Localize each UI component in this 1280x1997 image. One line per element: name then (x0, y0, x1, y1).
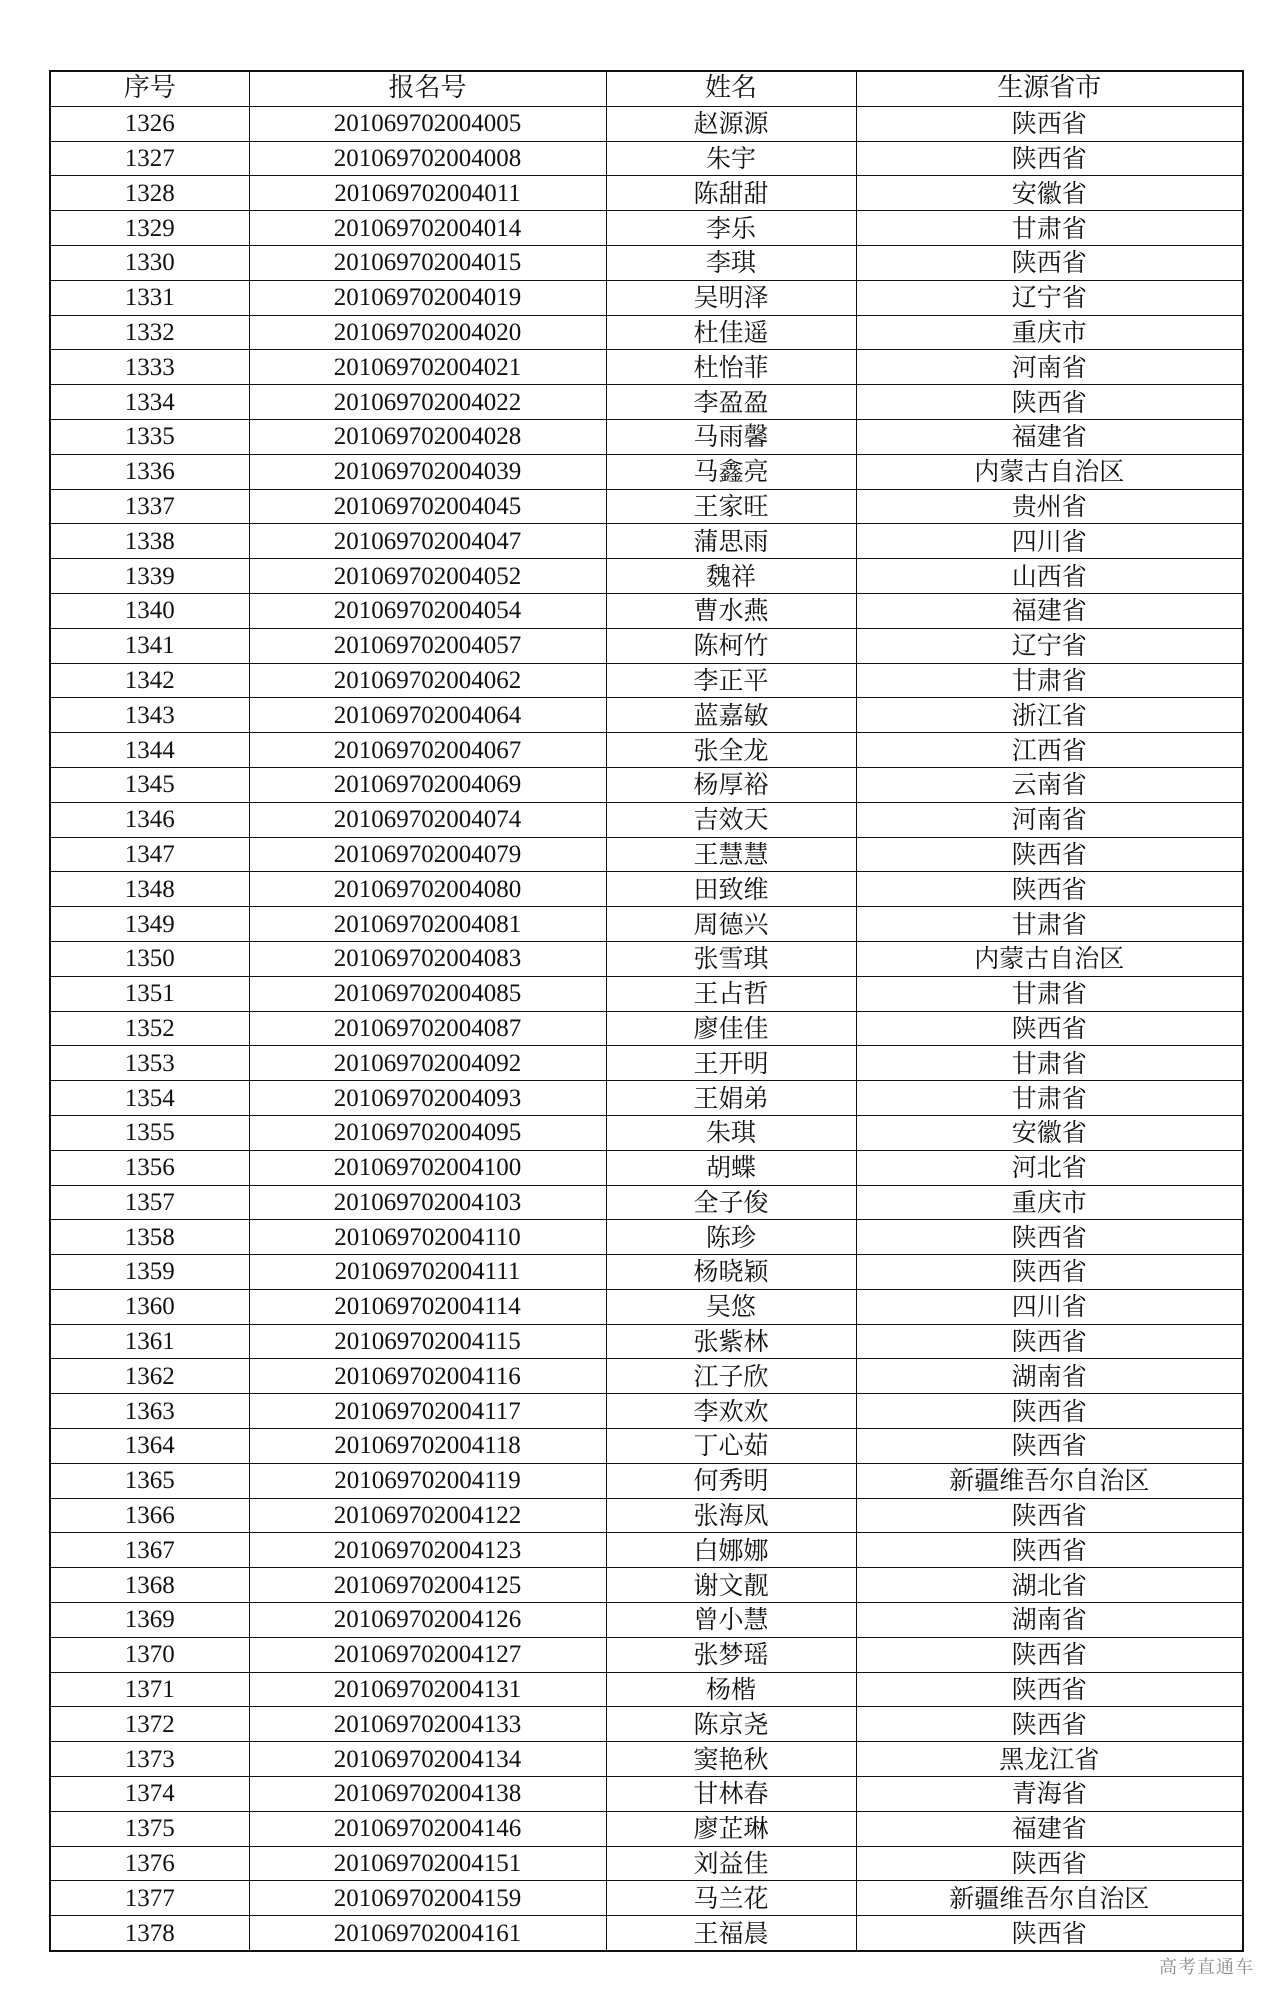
cell-name: 谢文靓 (606, 1568, 856, 1603)
cell-serial-number: 1330 (50, 245, 249, 280)
cell-registration-number: 201069702004015 (249, 245, 606, 280)
cell-registration-number: 201069702004131 (249, 1672, 606, 1707)
cell-home-province: 陕西省 (856, 1637, 1243, 1672)
cell-serial-number: 1344 (50, 733, 249, 768)
table-row (50, 1498, 1243, 1533)
cell-registration-number: 201069702004081 (249, 907, 606, 942)
cell-serial-number: 1328 (50, 176, 249, 211)
cell-serial-number: 1373 (50, 1742, 249, 1777)
cell-registration-number: 201069702004151 (249, 1846, 606, 1881)
table-row (50, 1011, 1243, 1046)
table-row (50, 524, 1243, 559)
cell-name: 李正平 (606, 663, 856, 698)
table-row (50, 489, 1243, 524)
table-row (50, 1603, 1243, 1638)
cell-registration-number: 201069702004095 (249, 1115, 606, 1150)
cell-registration-number: 201069702004014 (249, 211, 606, 246)
cell-serial-number: 1339 (50, 559, 249, 594)
cell-serial-number: 1335 (50, 419, 249, 454)
cell-serial-number: 1350 (50, 941, 249, 976)
table-row (50, 315, 1243, 350)
cell-registration-number: 201069702004083 (249, 941, 606, 976)
cell-registration-number: 201069702004114 (249, 1289, 606, 1324)
table-row (50, 559, 1243, 594)
cell-name: 田致维 (606, 872, 856, 907)
cell-serial-number: 1334 (50, 385, 249, 420)
cell-registration-number: 201069702004138 (249, 1777, 606, 1812)
cell-registration-number: 201069702004021 (249, 350, 606, 385)
cell-serial-number: 1333 (50, 350, 249, 385)
cell-home-province: 陕西省 (856, 1533, 1243, 1568)
cell-home-province: 河北省 (856, 1150, 1243, 1185)
table-row (50, 245, 1243, 280)
table-row (50, 733, 1243, 768)
table-row (50, 1811, 1243, 1846)
cell-name: 王占哲 (606, 976, 856, 1011)
cell-name: 曹水燕 (606, 593, 856, 628)
cell-name: 张紫林 (606, 1324, 856, 1359)
cell-home-province: 陕西省 (856, 1324, 1243, 1359)
table-row (50, 628, 1243, 663)
cell-home-province: 河南省 (856, 802, 1243, 837)
cell-name: 张全龙 (606, 733, 856, 768)
table-row (50, 1672, 1243, 1707)
cell-home-province: 陕西省 (856, 1394, 1243, 1429)
cell-name: 赵源源 (606, 106, 856, 141)
table-row (50, 941, 1243, 976)
cell-registration-number: 201069702004111 (249, 1255, 606, 1290)
cell-registration-number: 201069702004087 (249, 1011, 606, 1046)
cell-serial-number: 1343 (50, 698, 249, 733)
cell-home-province: 重庆市 (856, 315, 1243, 350)
table-row (50, 802, 1243, 837)
cell-serial-number: 1331 (50, 280, 249, 315)
cell-name: 杜怡菲 (606, 350, 856, 385)
cell-registration-number: 201069702004103 (249, 1185, 606, 1220)
cell-registration-number: 201069702004047 (249, 524, 606, 559)
cell-name: 李乐 (606, 211, 856, 246)
cell-registration-number: 201069702004093 (249, 1081, 606, 1116)
cell-name: 何秀明 (606, 1463, 856, 1498)
cell-serial-number: 1375 (50, 1811, 249, 1846)
cell-home-province: 湖北省 (856, 1568, 1243, 1603)
cell-serial-number: 1365 (50, 1463, 249, 1498)
cell-name: 张雪琪 (606, 941, 856, 976)
table-row (50, 1289, 1243, 1324)
table-row (50, 1881, 1243, 1916)
cell-serial-number: 1369 (50, 1603, 249, 1638)
cell-home-province: 陕西省 (856, 1846, 1243, 1881)
table-row (50, 1463, 1243, 1498)
cell-name: 蒲思雨 (606, 524, 856, 559)
cell-registration-number: 201069702004110 (249, 1220, 606, 1255)
cell-name: 曾小慧 (606, 1603, 856, 1638)
cell-serial-number: 1361 (50, 1324, 249, 1359)
cell-name: 丁心茹 (606, 1429, 856, 1464)
cell-home-province: 陕西省 (856, 1916, 1243, 1951)
cell-registration-number: 201069702004039 (249, 454, 606, 489)
cell-registration-number: 201069702004159 (249, 1881, 606, 1916)
cell-name: 杨厚裕 (606, 767, 856, 802)
admission-list-table (49, 70, 1244, 1952)
cell-name: 王开明 (606, 1046, 856, 1081)
cell-registration-number: 201069702004092 (249, 1046, 606, 1081)
cell-name: 王慧慧 (606, 837, 856, 872)
cell-registration-number: 201069702004062 (249, 663, 606, 698)
cell-serial-number: 1346 (50, 802, 249, 837)
cell-serial-number: 1362 (50, 1359, 249, 1394)
cell-name: 全子俊 (606, 1185, 856, 1220)
cell-home-province: 安徽省 (856, 1115, 1243, 1150)
cell-serial-number: 1354 (50, 1081, 249, 1116)
cell-registration-number: 201069702004146 (249, 1811, 606, 1846)
table-row (50, 1707, 1243, 1742)
cell-name: 杜佳遥 (606, 315, 856, 350)
cell-registration-number: 201069702004118 (249, 1429, 606, 1464)
cell-home-province: 重庆市 (856, 1185, 1243, 1220)
cell-home-province: 甘肃省 (856, 1081, 1243, 1116)
table-row (50, 176, 1243, 211)
cell-registration-number: 201069702004028 (249, 419, 606, 454)
cell-home-province: 陕西省 (856, 385, 1243, 420)
table-row (50, 663, 1243, 698)
cell-name: 魏祥 (606, 559, 856, 594)
cell-home-province: 甘肃省 (856, 976, 1243, 1011)
cell-serial-number: 1371 (50, 1672, 249, 1707)
cell-name: 朱琪 (606, 1115, 856, 1150)
cell-name: 马兰花 (606, 1881, 856, 1916)
cell-serial-number: 1352 (50, 1011, 249, 1046)
cell-registration-number: 201069702004134 (249, 1742, 606, 1777)
cell-registration-number: 201069702004133 (249, 1707, 606, 1742)
cell-registration-number: 201069702004125 (249, 1568, 606, 1603)
cell-registration-number: 201069702004022 (249, 385, 606, 420)
cell-serial-number: 1356 (50, 1150, 249, 1185)
cell-registration-number: 201069702004085 (249, 976, 606, 1011)
cell-serial-number: 1376 (50, 1846, 249, 1881)
cell-name: 白娜娜 (606, 1533, 856, 1568)
cell-name: 张海凤 (606, 1498, 856, 1533)
table-row (50, 141, 1243, 176)
header-serial-number: 序号 (50, 71, 249, 106)
cell-registration-number: 201069702004011 (249, 176, 606, 211)
cell-serial-number: 1347 (50, 837, 249, 872)
cell-registration-number: 201069702004019 (249, 280, 606, 315)
cell-name: 李欢欢 (606, 1394, 856, 1429)
table-row (50, 1324, 1243, 1359)
table-row (50, 1637, 1243, 1672)
cell-registration-number: 201069702004119 (249, 1463, 606, 1498)
cell-home-province: 新疆维吾尔自治区 (856, 1881, 1243, 1916)
cell-registration-number: 201069702004074 (249, 802, 606, 837)
table-row (50, 1115, 1243, 1150)
cell-serial-number: 1357 (50, 1185, 249, 1220)
cell-serial-number: 1345 (50, 767, 249, 802)
cell-home-province: 陕西省 (856, 1220, 1243, 1255)
cell-serial-number: 1364 (50, 1429, 249, 1464)
cell-name: 陈京尧 (606, 1707, 856, 1742)
cell-home-province: 陕西省 (856, 1707, 1243, 1742)
cell-home-province: 贵州省 (856, 489, 1243, 524)
table-row (50, 1150, 1243, 1185)
cell-serial-number: 1351 (50, 976, 249, 1011)
cell-serial-number: 1360 (50, 1289, 249, 1324)
table-row (50, 698, 1243, 733)
cell-name: 陈柯竹 (606, 628, 856, 663)
cell-serial-number: 1342 (50, 663, 249, 698)
cell-home-province: 陕西省 (856, 245, 1243, 280)
cell-home-province: 四川省 (856, 524, 1243, 559)
cell-home-province: 内蒙古自治区 (856, 941, 1243, 976)
table-row (50, 1255, 1243, 1290)
table-row (50, 1429, 1243, 1464)
cell-serial-number: 1348 (50, 872, 249, 907)
cell-serial-number: 1366 (50, 1498, 249, 1533)
cell-home-province: 甘肃省 (856, 663, 1243, 698)
cell-registration-number: 201069702004123 (249, 1533, 606, 1568)
cell-registration-number: 201069702004052 (249, 559, 606, 594)
cell-serial-number: 1374 (50, 1777, 249, 1812)
cell-serial-number: 1378 (50, 1916, 249, 1951)
cell-name: 李盈盈 (606, 385, 856, 420)
cell-name: 江子欣 (606, 1359, 856, 1394)
cell-serial-number: 1341 (50, 628, 249, 663)
cell-serial-number: 1326 (50, 106, 249, 141)
cell-name: 吉效天 (606, 802, 856, 837)
cell-home-province: 福建省 (856, 419, 1243, 454)
table-row (50, 1220, 1243, 1255)
table-row (50, 1359, 1243, 1394)
cell-serial-number: 1349 (50, 907, 249, 942)
cell-home-province: 陕西省 (856, 1255, 1243, 1290)
table-row (50, 106, 1243, 141)
cell-serial-number: 1367 (50, 1533, 249, 1568)
cell-name: 陈甜甜 (606, 176, 856, 211)
cell-name: 李琪 (606, 245, 856, 280)
cell-home-province: 陕西省 (856, 1429, 1243, 1464)
cell-serial-number: 1372 (50, 1707, 249, 1742)
cell-home-province: 四川省 (856, 1289, 1243, 1324)
cell-registration-number: 201069702004116 (249, 1359, 606, 1394)
cell-name: 杨楷 (606, 1672, 856, 1707)
table-row (50, 1533, 1243, 1568)
cell-serial-number: 1377 (50, 1881, 249, 1916)
cell-name: 刘益佳 (606, 1846, 856, 1881)
cell-name: 周德兴 (606, 907, 856, 942)
cell-serial-number: 1336 (50, 454, 249, 489)
cell-serial-number: 1370 (50, 1637, 249, 1672)
cell-name: 甘林春 (606, 1777, 856, 1812)
cell-serial-number: 1359 (50, 1255, 249, 1290)
cell-home-province: 甘肃省 (856, 211, 1243, 246)
table-row (50, 385, 1243, 420)
cell-name: 王娟弟 (606, 1081, 856, 1116)
table-row (50, 767, 1243, 802)
cell-serial-number: 1353 (50, 1046, 249, 1081)
cell-home-province: 甘肃省 (856, 1046, 1243, 1081)
table-row (50, 280, 1243, 315)
cell-name: 杨晓颖 (606, 1255, 856, 1290)
cell-registration-number: 201069702004067 (249, 733, 606, 768)
cell-home-province: 湖南省 (856, 1359, 1243, 1394)
watermark-text: 高考直通车 (1159, 1957, 1254, 1978)
cell-registration-number: 201069702004005 (249, 106, 606, 141)
cell-name: 马雨馨 (606, 419, 856, 454)
table-row (50, 1046, 1243, 1081)
cell-registration-number: 201069702004115 (249, 1324, 606, 1359)
cell-home-province: 浙江省 (856, 698, 1243, 733)
cell-registration-number: 201069702004020 (249, 315, 606, 350)
cell-serial-number: 1337 (50, 489, 249, 524)
cell-home-province: 辽宁省 (856, 280, 1243, 315)
table-row (50, 837, 1243, 872)
cell-registration-number: 201069702004080 (249, 872, 606, 907)
cell-serial-number: 1332 (50, 315, 249, 350)
cell-home-province: 陕西省 (856, 106, 1243, 141)
cell-serial-number: 1355 (50, 1115, 249, 1150)
table-row (50, 211, 1243, 246)
table-row (50, 1185, 1243, 1220)
table-row (50, 976, 1243, 1011)
cell-name: 廖芷琳 (606, 1811, 856, 1846)
cell-registration-number: 201069702004069 (249, 767, 606, 802)
cell-name: 窦艳秋 (606, 1742, 856, 1777)
cell-home-province: 陕西省 (856, 141, 1243, 176)
cell-serial-number: 1358 (50, 1220, 249, 1255)
table-row (50, 907, 1243, 942)
table-row (50, 1081, 1243, 1116)
cell-home-province: 黑龙江省 (856, 1742, 1243, 1777)
cell-name: 王福晨 (606, 1916, 856, 1951)
cell-registration-number: 201069702004117 (249, 1394, 606, 1429)
cell-registration-number: 201069702004126 (249, 1603, 606, 1638)
cell-name: 吴明泽 (606, 280, 856, 315)
cell-home-province: 辽宁省 (856, 628, 1243, 663)
cell-home-province: 甘肃省 (856, 907, 1243, 942)
cell-home-province: 云南省 (856, 767, 1243, 802)
cell-home-province: 河南省 (856, 350, 1243, 385)
cell-registration-number: 201069702004054 (249, 593, 606, 628)
cell-home-province: 江西省 (856, 733, 1243, 768)
cell-name: 陈珍 (606, 1220, 856, 1255)
table-row (50, 1846, 1243, 1881)
cell-registration-number: 201069702004064 (249, 698, 606, 733)
table-row (50, 419, 1243, 454)
cell-home-province: 青海省 (856, 1777, 1243, 1812)
header-registration-number: 报名号 (249, 71, 606, 106)
table-row (50, 350, 1243, 385)
admission-list-sheet (49, 70, 1242, 1952)
cell-registration-number: 201069702004008 (249, 141, 606, 176)
cell-serial-number: 1338 (50, 524, 249, 559)
cell-home-province: 内蒙古自治区 (856, 454, 1243, 489)
cell-home-province: 福建省 (856, 593, 1243, 628)
table-row (50, 1568, 1243, 1603)
table-body (50, 106, 1243, 1951)
cell-serial-number: 1327 (50, 141, 249, 176)
cell-home-province: 陕西省 (856, 1672, 1243, 1707)
cell-home-province: 陕西省 (856, 1498, 1243, 1533)
cell-registration-number: 201069702004100 (249, 1150, 606, 1185)
cell-name: 王家旺 (606, 489, 856, 524)
cell-name: 胡蝶 (606, 1150, 856, 1185)
table-row (50, 1394, 1243, 1429)
cell-home-province: 陕西省 (856, 1011, 1243, 1046)
header-home-province: 生源省市 (856, 71, 1243, 106)
cell-home-province: 安徽省 (856, 176, 1243, 211)
table-row (50, 454, 1243, 489)
cell-registration-number: 201069702004079 (249, 837, 606, 872)
cell-name: 蓝嘉敏 (606, 698, 856, 733)
cell-home-province: 山西省 (856, 559, 1243, 594)
table-row (50, 593, 1243, 628)
cell-name: 朱宇 (606, 141, 856, 176)
cell-registration-number: 201069702004127 (249, 1637, 606, 1672)
table-row (50, 1742, 1243, 1777)
table-row (50, 872, 1243, 907)
cell-registration-number: 201069702004122 (249, 1498, 606, 1533)
cell-registration-number: 201069702004161 (249, 1916, 606, 1951)
cell-home-province: 陕西省 (856, 837, 1243, 872)
cell-name: 马鑫亮 (606, 454, 856, 489)
cell-home-province: 新疆维吾尔自治区 (856, 1463, 1243, 1498)
cell-serial-number: 1363 (50, 1394, 249, 1429)
cell-serial-number: 1340 (50, 593, 249, 628)
cell-home-province: 陕西省 (856, 872, 1243, 907)
cell-home-province: 福建省 (856, 1811, 1243, 1846)
cell-name: 吴悠 (606, 1289, 856, 1324)
cell-registration-number: 201069702004045 (249, 489, 606, 524)
cell-name: 廖佳佳 (606, 1011, 856, 1046)
table-header-row (50, 71, 1243, 106)
table-row (50, 1916, 1243, 1951)
cell-registration-number: 201069702004057 (249, 628, 606, 663)
table-row (50, 1777, 1243, 1812)
header-name: 姓名 (606, 71, 856, 106)
cell-home-province: 湖南省 (856, 1603, 1243, 1638)
cell-name: 张梦瑶 (606, 1637, 856, 1672)
cell-serial-number: 1368 (50, 1568, 249, 1603)
cell-serial-number: 1329 (50, 211, 249, 246)
